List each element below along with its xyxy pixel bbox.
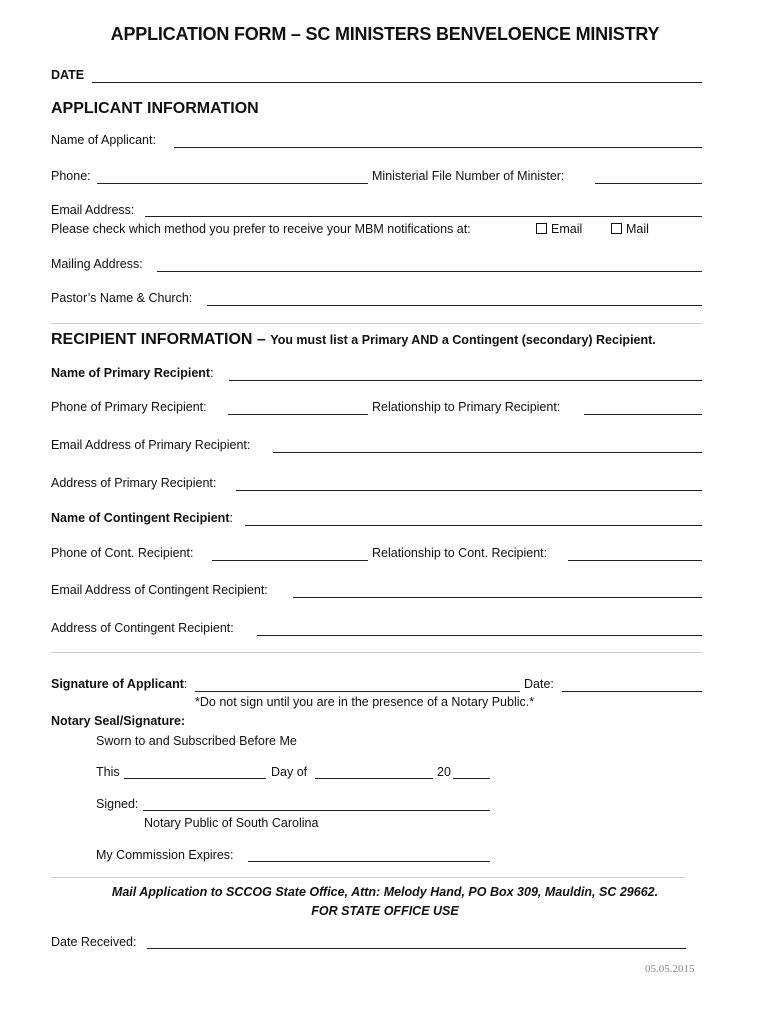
email-checkbox[interactable] — [536, 223, 547, 234]
mail-instructions: Mail Application to SCCOG State Office, Attn: Melody Hand, PO Box 309, Mauldin, SC 29662. — [111, 885, 659, 899]
notary-signature-field[interactable] — [143, 810, 490, 811]
applicant-name-field[interactable] — [174, 147, 702, 148]
notary-public-text: Notary Public of South Carolina — [144, 816, 319, 830]
applicant-name-label: Name of Applicant: — [51, 133, 156, 147]
sworn-text: Sworn to and Subscribed Before Me — [96, 734, 297, 748]
year-field[interactable] — [453, 778, 490, 779]
colon: : — [210, 366, 214, 380]
email-option-label: Email — [551, 222, 583, 236]
signature-field[interactable] — [195, 691, 520, 692]
colon: : — [183, 677, 188, 691]
signature-label — [51, 677, 187, 691]
cont-rel-label: Relationship to Cont. Recipient: — [372, 546, 548, 560]
phone-label: Phone: — [51, 169, 91, 183]
form-title: APPLICATION FORM – SC MINISTERS BENVELOENCE MINISTRY — [110, 24, 660, 44]
cont-email-field[interactable] — [293, 597, 702, 598]
year-prefix: 20 — [437, 765, 451, 779]
cont-phone-label: Phone of Cont. Recipient: — [51, 546, 194, 560]
date-label: DATE — [51, 68, 85, 82]
signed-label: Signed: — [96, 797, 139, 811]
primary-rel-field[interactable] — [584, 414, 702, 415]
commission-label: My Commission Expires: — [96, 848, 234, 862]
primary-name-field[interactable] — [229, 380, 702, 381]
version-stamp: 05.05.2015 — [645, 963, 695, 975]
cont-rel-field[interactable] — [568, 560, 702, 561]
cont-address-field[interactable] — [257, 635, 702, 636]
cont-name-label — [51, 511, 233, 525]
primary-name-label — [51, 366, 214, 380]
mailing-label: Mailing Address: — [51, 257, 143, 271]
signature-date-field[interactable] — [562, 691, 702, 692]
primary-rel-label: Relationship to Primary Recipient: — [372, 400, 561, 414]
primary-name-text: Name of Primary Recipient — [51, 366, 211, 380]
cont-email-label: Email Address of Contingent Recipient: — [51, 583, 268, 597]
cont-name-field[interactable] — [245, 525, 702, 526]
primary-address-label: Address of Primary Recipient: — [51, 476, 217, 490]
cont-name-text: Name of Contingent Recipient — [51, 511, 230, 525]
primary-email-field[interactable] — [273, 452, 702, 453]
date-field[interactable] — [92, 82, 702, 83]
date-received-field[interactable] — [147, 948, 686, 949]
day-of-label: Day of — [271, 765, 308, 779]
file-number-field[interactable] — [595, 183, 702, 184]
notify-email-option[interactable] — [536, 222, 582, 236]
phone-field[interactable] — [97, 183, 368, 184]
email-label: Email Address: — [51, 203, 135, 217]
primary-email-label: Email Address of Primary Recipient: — [51, 438, 251, 452]
commission-field[interactable] — [248, 861, 490, 862]
month-field[interactable] — [315, 778, 433, 779]
primary-phone-field[interactable] — [228, 414, 368, 415]
this-field[interactable] — [124, 778, 266, 779]
footer-divider — [51, 877, 685, 878]
notify-prompt: Please check which method you prefer to receive your MBM notifications at: — [51, 222, 471, 236]
cont-address-label: Address of Contingent Recipient: — [51, 621, 234, 635]
cont-phone-field[interactable] — [212, 560, 368, 561]
date-received-label: Date Received: — [51, 935, 137, 949]
mail-checkbox[interactable] — [611, 223, 622, 234]
colon: : — [229, 511, 233, 525]
this-label: This — [96, 765, 120, 779]
recipient-heading-title: RECIPIENT INFORMATION – — [51, 331, 266, 348]
recipient-heading — [51, 331, 656, 349]
primary-phone-label: Phone of Primary Recipient: — [51, 400, 207, 414]
mailing-field[interactable] — [157, 271, 702, 272]
recipient-heading-note: You must list a Primary AND a Contingent (secondary) Recipient. — [270, 333, 656, 347]
notify-mail-option[interactable] — [611, 222, 649, 236]
file-number-label: Ministerial File Number of Minister: — [372, 169, 565, 183]
primary-address-field[interactable] — [236, 490, 702, 491]
applicant-heading: APPLICANT INFORMATION — [51, 100, 259, 117]
mail-option-label: Mail — [626, 222, 649, 236]
office-use-heading: FOR STATE OFFICE USE — [311, 904, 459, 918]
section-divider — [51, 652, 702, 653]
signature-text: Signature of Applicant — [51, 677, 184, 691]
email-field[interactable] — [145, 216, 702, 217]
section-divider — [51, 323, 702, 324]
pastor-field[interactable] — [207, 305, 702, 306]
signature-date-label: Date: — [524, 677, 554, 691]
notary-note: *Do not sign until you are in the presence of a Notary Public.* — [195, 695, 535, 709]
pastor-label: Pastor’s Name & Church: — [51, 291, 193, 305]
notary-label: Notary Seal/Signature: — [51, 714, 186, 728]
